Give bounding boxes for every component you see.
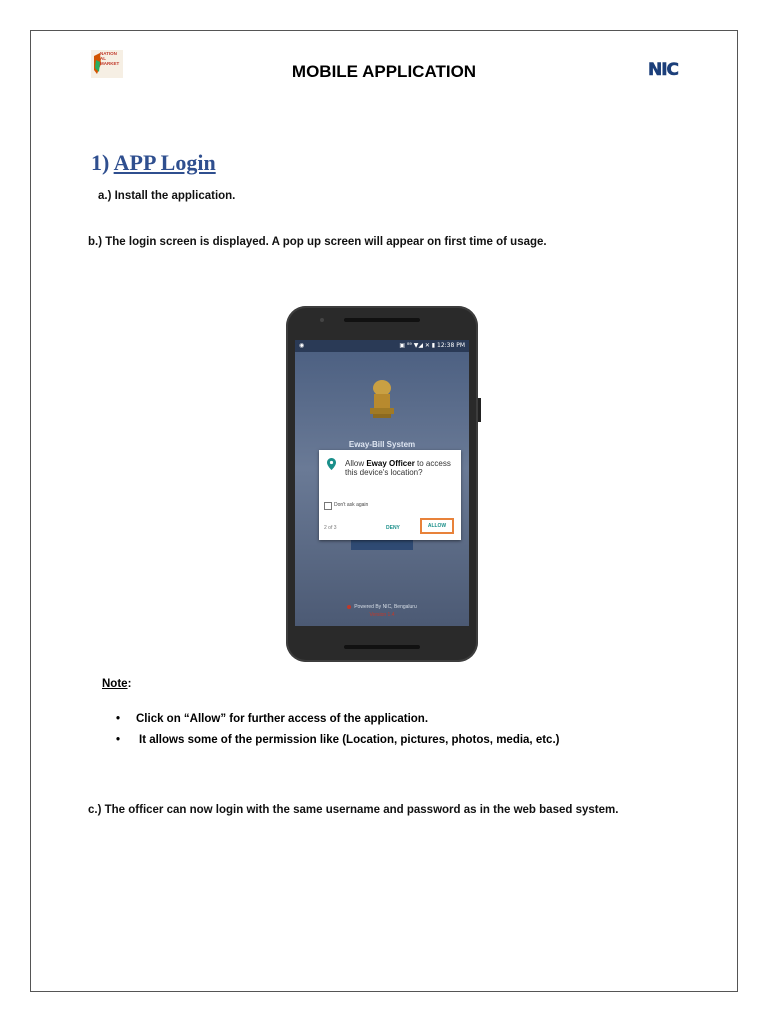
permission-message (345, 459, 457, 477)
status-time: 12:38 PM (437, 342, 465, 349)
location-pin-icon (327, 458, 336, 470)
logo-text-line-1: NATION (100, 51, 117, 56)
status-bar (295, 340, 469, 352)
status-right (399, 342, 465, 349)
phone-speaker-top (344, 318, 420, 322)
note-bullet-2-text: It allows some of the permission like (Location, pictures, photos, media, etc.) (139, 734, 560, 746)
state-emblem-icon (365, 378, 399, 422)
step-a: a.) Install the application. (98, 190, 236, 202)
logo-text-line-2: AL (100, 56, 106, 61)
page-title: MOBILE APPLICATION (291, 62, 477, 81)
note-bullet-2 (116, 734, 560, 746)
dont-ask-again-checkbox[interactable] (324, 502, 332, 510)
note-heading-colon: : (127, 678, 132, 690)
deny-button[interactable]: DENY (386, 525, 400, 531)
note-heading-label: Note (102, 678, 128, 690)
note-bullet-1 (116, 713, 429, 725)
nic-logo (648, 60, 678, 80)
allow-button[interactable]: ALLOW (420, 518, 454, 534)
location-permission-dialog (319, 450, 461, 540)
notification-icon: ◉ (299, 342, 305, 349)
dont-ask-again-label: Don't ask again (334, 502, 369, 508)
nic-mark-icon (347, 605, 351, 609)
logo-text-line-3: MARKET (100, 61, 120, 66)
login-button[interactable] (351, 540, 413, 550)
bullet-dot-icon: • (116, 713, 121, 725)
front-camera (320, 318, 324, 322)
phone-speaker-bottom (344, 645, 420, 649)
dialog-page-indicator: 2 of 3 (324, 525, 337, 531)
section-heading (91, 150, 216, 176)
step-b: b.) The login screen is displayed. A pop up screen will appear on first time of usage. (88, 236, 547, 248)
phone-side-button (478, 398, 481, 422)
app-title: Eway-Bill System (348, 440, 416, 449)
note-bullet-1-text: Click on “Allow” for further access of the application. (136, 713, 429, 725)
section-number: 1) (91, 150, 110, 175)
phone-screen (295, 340, 469, 626)
note-heading (102, 678, 131, 690)
status-icons: ▣ ⁸⁹ ▼◢ ✕ ▮ (399, 342, 436, 349)
step-c: c.) The officer can now login with the same username and password as in the web based system. (88, 804, 619, 816)
powered-by-label: Powered By NIC, Bengaluru (354, 604, 417, 610)
app-version: Version 1.4 (369, 612, 395, 618)
phone-screenshot (286, 306, 478, 662)
powered-by-text (295, 604, 469, 610)
section-title: APP Login (113, 150, 216, 175)
permission-msg-prefix: Allow (345, 459, 367, 468)
permission-msg-suffix: to access this device's location? (345, 459, 451, 477)
nic-logo-text: NIC (648, 60, 679, 80)
bullet-dot-icon: • (116, 734, 121, 746)
permission-app-name: Eway Officer (366, 459, 415, 468)
